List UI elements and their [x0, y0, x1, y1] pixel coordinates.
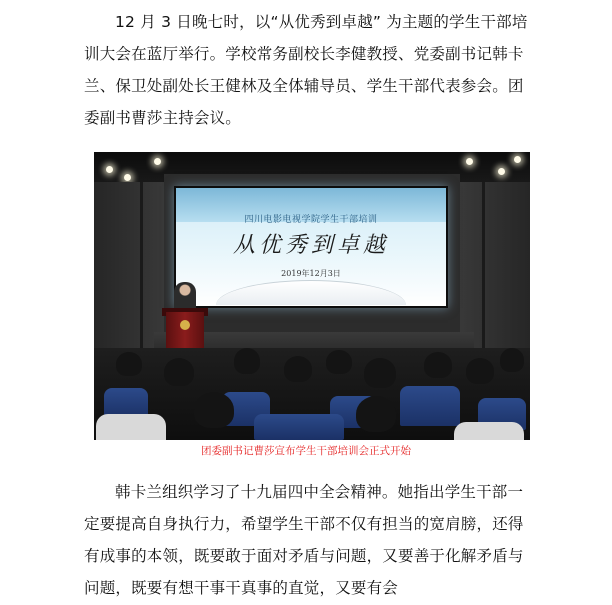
projection-screen — [174, 186, 448, 308]
podium-emblem — [180, 320, 190, 330]
seat — [400, 386, 460, 426]
photo-caption: 团委副书记曹莎宣布学生干部培训会正式开始 — [201, 445, 411, 457]
meeting-photo — [94, 152, 530, 440]
screen-title: 从优秀到卓越 — [232, 233, 389, 258]
audience-head — [364, 358, 396, 388]
audience-head — [356, 396, 396, 432]
audience-head — [326, 350, 352, 374]
spotlight — [466, 158, 473, 165]
audience-head — [194, 392, 234, 428]
spotlight — [154, 158, 161, 165]
intro-paragraph: 12 月 3 日晚七时，以“从优秀到卓越” 为主题的学生干部培训大会在蓝厅举行。学校常务副校长李健教授、党委副书记韩卡兰、保卫处副处长王健林及全体辅导员、学生干部代表参会。团委副书曹莎主持会议。 — [84, 13, 528, 127]
seat — [254, 414, 344, 440]
audience-head — [500, 348, 524, 372]
audience-head — [284, 356, 312, 382]
audience-head — [234, 348, 260, 374]
audience-head — [466, 358, 494, 384]
audience-shirt — [454, 422, 524, 440]
audience-head — [424, 352, 452, 378]
screen-subtitle: 四川电影电视学院学生干部培训 — [244, 215, 378, 225]
audience-shirt — [96, 414, 166, 440]
audience-head — [164, 358, 194, 386]
open-book-graphic — [216, 280, 406, 305]
spotlight — [124, 174, 131, 181]
body-paragraph: 韩卡兰组织学习了十九届四中全会精神。她指出学生干部一定要提高自身执行力，希望学生干部不仅有担当的宽肩膀，还得有成事的本领，既要敢于面对矛盾与问题，又要善于化解矛盾与问题，既要有想干事干真事的直觉，又要有会 — [84, 483, 524, 597]
spotlight — [498, 168, 505, 175]
audience-head — [116, 352, 142, 376]
spotlight — [106, 166, 113, 173]
spotlight — [514, 156, 521, 163]
screen-date: 2019年12月3日 — [281, 269, 341, 278]
